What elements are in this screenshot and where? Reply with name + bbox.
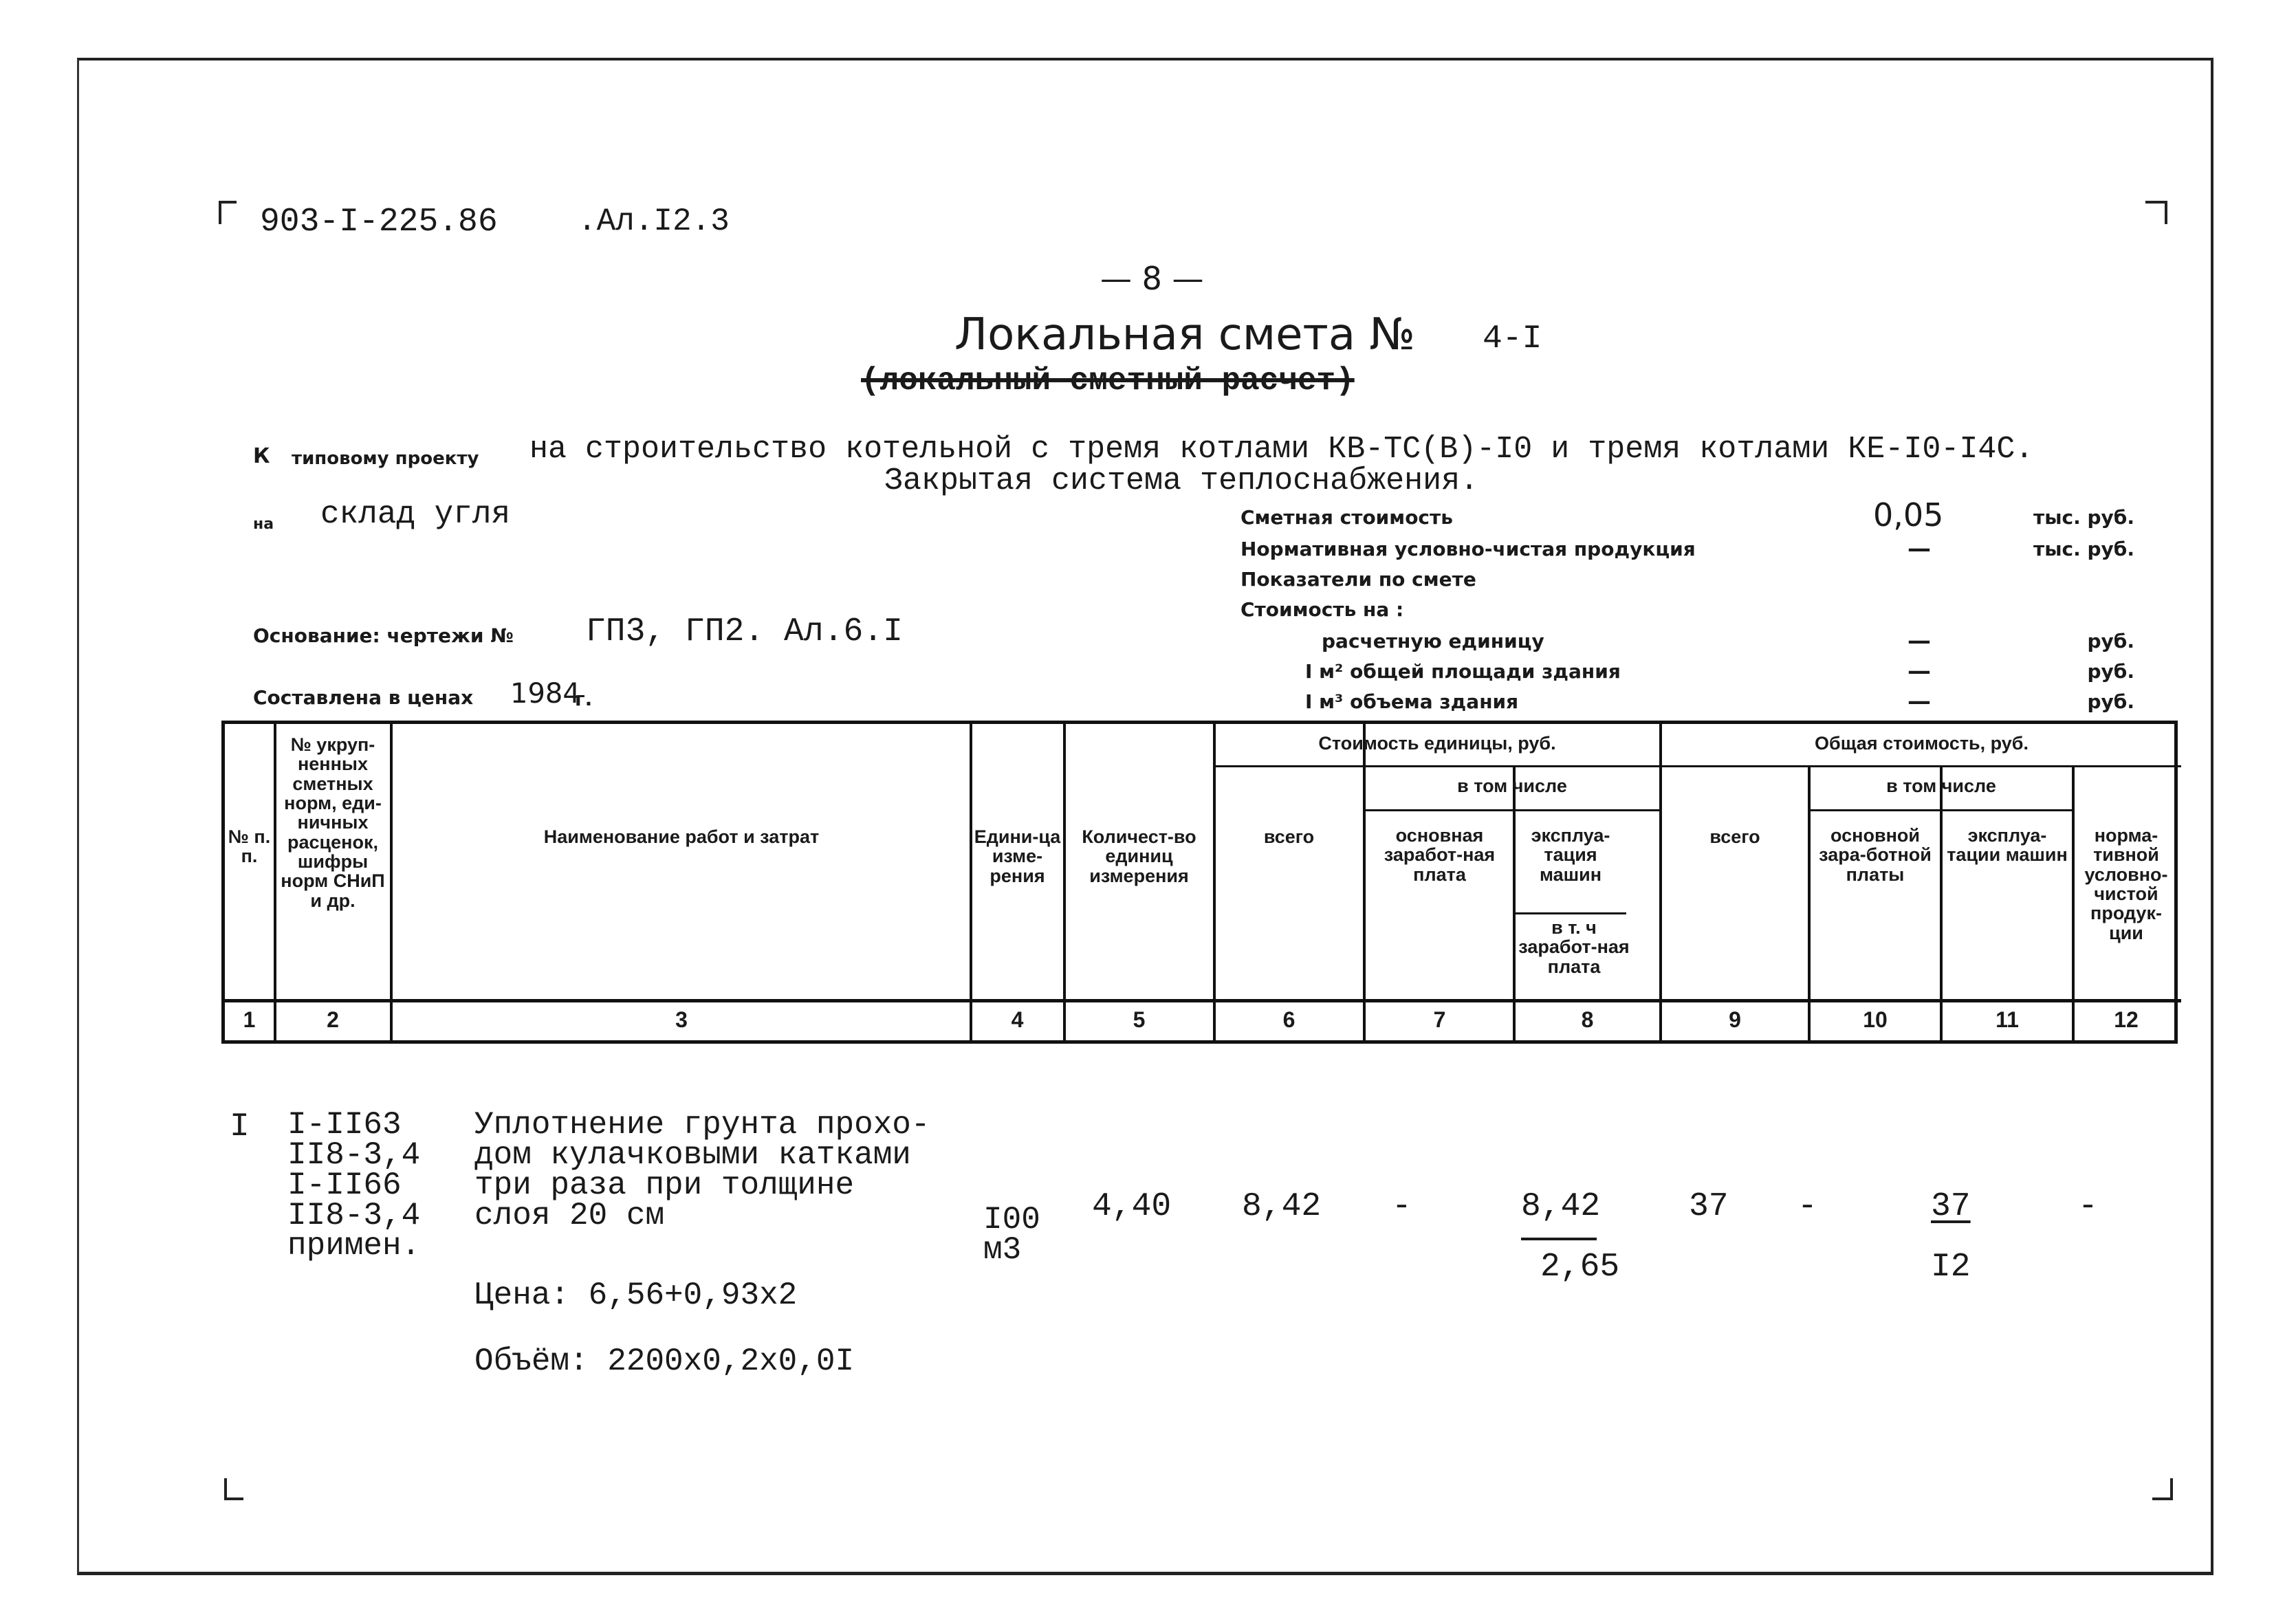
header-unit-wage: основная заработ-ная плата bbox=[1384, 825, 1496, 885]
project-title-line1: на строительство котельной с тремя котлами КВ-ТС(В)-I0 и тремя котлами КЕ-I0-I4С. bbox=[529, 432, 2034, 467]
row-unit-wage: - bbox=[1392, 1188, 1412, 1225]
summary-label: расчетную единицу bbox=[1322, 630, 1544, 652]
column-number-10: 10 bbox=[1863, 1007, 1888, 1032]
row-name-line: дом кулачковыми катками bbox=[474, 1137, 911, 1173]
header-total-machines: эксплуа-тации машин bbox=[1947, 825, 2068, 866]
estimate-title: Локальная смета № bbox=[954, 309, 1415, 360]
column-number-2: 2 bbox=[327, 1007, 339, 1032]
corner-mark-bottom-left bbox=[224, 1478, 248, 1502]
summary-label: Показатели по смете bbox=[1240, 568, 1476, 591]
prices-suffix: г. bbox=[575, 688, 593, 710]
row-total-machines: 37 bbox=[1931, 1188, 1971, 1225]
row-total-machines-wage: I2 bbox=[1931, 1249, 1971, 1286]
header-work-name: Наименование работ и затрат bbox=[543, 826, 820, 847]
header-total-incl: в том числе bbox=[1886, 776, 1996, 796]
prices-label: Составлена в ценах bbox=[253, 686, 474, 709]
basis-label: Основание: чертежи № bbox=[253, 624, 514, 647]
fraction-line bbox=[1521, 1238, 1597, 1240]
row-number: I bbox=[230, 1108, 250, 1145]
header-unit-all: всего bbox=[1263, 826, 1315, 847]
row-code: II8-3,4 bbox=[287, 1137, 421, 1173]
column-number-1: 1 bbox=[243, 1007, 256, 1032]
page-number: — 8 — bbox=[1100, 260, 1204, 297]
summary-label: I м³ объема здания bbox=[1305, 690, 1519, 713]
header-total-wage: основной зара-ботной платы bbox=[1819, 825, 1932, 885]
row-name-line: слоя 20 см bbox=[474, 1198, 665, 1233]
subtitle-struck: (локальный сметный расчет) bbox=[861, 363, 1355, 399]
row-total-wage: - bbox=[1797, 1188, 1817, 1225]
header-unit: Едини-ца изме-рения bbox=[974, 826, 1061, 886]
summary-unit: тыс. руб. bbox=[2033, 538, 2134, 560]
row-code: II8-3,4 bbox=[287, 1198, 421, 1233]
summary-unit: руб. bbox=[2087, 660, 2134, 683]
column-number-8: 8 bbox=[1581, 1007, 1594, 1032]
header-unit-machines-wage: в т. ч заработ-ная плата bbox=[1518, 917, 1630, 977]
summary-label: Стоимость на : bbox=[1240, 598, 1404, 621]
header-norm-codes: № укруп-ненных сметных норм, еди-ничных расценок, шифры норм СНиП и др. bbox=[281, 734, 385, 911]
summary-unit: руб. bbox=[2087, 630, 2134, 652]
row-volume: Объём: 2200x0,2x0,0I bbox=[474, 1343, 855, 1379]
object-prefix: на bbox=[253, 516, 274, 533]
basis-value: ГП3, ГП2. Ал.6.I bbox=[586, 613, 903, 650]
row-unit-line: I00 bbox=[983, 1202, 1040, 1238]
column-number-7: 7 bbox=[1433, 1007, 1446, 1032]
summary-value: — bbox=[1907, 688, 1931, 715]
row-price: Цена: 6,56+0,93x2 bbox=[474, 1277, 798, 1313]
row-name-line: три раза при толщине bbox=[474, 1167, 855, 1203]
corner-mark-bottom-right bbox=[2150, 1478, 2173, 1502]
summary-value: — bbox=[1907, 535, 1931, 562]
summary-value: 0,05 bbox=[1873, 496, 1944, 534]
header-quantity: Количест-во единиц измерения bbox=[1082, 826, 1196, 886]
header-total-all: всего bbox=[1709, 826, 1760, 847]
prices-year: 1984 bbox=[510, 678, 580, 710]
summary-label: Нормативная условно-чистая продукция bbox=[1240, 538, 1696, 560]
header-unit-incl: в том числе bbox=[1457, 776, 1567, 796]
column-number-3: 3 bbox=[675, 1007, 688, 1032]
header-total-cost: Общая стоимость, руб. bbox=[1815, 733, 2029, 754]
row-unit-machines-wage: 2,65 bbox=[1540, 1249, 1620, 1286]
document-code: 903-I-225.86 bbox=[260, 204, 498, 241]
header-total-norm: норма-тивной условно-чистой продук-ции bbox=[2084, 825, 2168, 943]
summary-value: — bbox=[1907, 627, 1931, 655]
row-code: примен. bbox=[287, 1228, 421, 1264]
row-work-name bbox=[474, 1107, 930, 1233]
header-unit-machines: эксплуа-тация машин bbox=[1531, 825, 1610, 885]
project-prefix: К bbox=[253, 444, 270, 468]
column-number-9: 9 bbox=[1729, 1007, 1741, 1032]
column-number-11: 11 bbox=[1996, 1007, 2019, 1032]
row-norm-codes bbox=[287, 1107, 421, 1264]
corner-mark-top-right bbox=[2145, 201, 2169, 224]
estimate-number: 4-I bbox=[1483, 320, 1542, 358]
summary-unit: тыс. руб. bbox=[2033, 506, 2134, 529]
header-row-number: № п. п. bbox=[228, 826, 271, 867]
summary-label: I м² общей площади здания bbox=[1305, 660, 1621, 683]
column-number-4: 4 bbox=[1011, 1007, 1024, 1032]
project-title-line2: Закрытая система теплоснабжения. bbox=[884, 463, 1479, 498]
row-total: 37 bbox=[1689, 1188, 1729, 1225]
row-code: I-II63 bbox=[287, 1107, 402, 1143]
column-number-5: 5 bbox=[1133, 1007, 1146, 1032]
project-prefix-small: типовому проекту bbox=[292, 448, 479, 469]
column-number-12: 12 bbox=[2114, 1007, 2139, 1032]
album-number: .Ал.I2.3 bbox=[578, 204, 730, 239]
summary-value: — bbox=[1907, 657, 1931, 685]
row-unit bbox=[983, 1202, 1040, 1268]
header-unit-cost: Стоимость единицы, руб. bbox=[1318, 733, 1556, 754]
object-name: склад угля bbox=[320, 496, 511, 532]
estimate-table-header bbox=[221, 721, 2178, 1044]
row-total-norm: - bbox=[2078, 1188, 2098, 1225]
column-number-6: 6 bbox=[1282, 1007, 1295, 1032]
row-quantity: 4,40 bbox=[1092, 1188, 1172, 1225]
row-unit-total: 8,42 bbox=[1242, 1188, 1322, 1225]
row-unit-line: м3 bbox=[983, 1232, 1022, 1268]
summary-label: Сметная стоимость bbox=[1240, 506, 1453, 529]
summary-unit: руб. bbox=[2087, 690, 2134, 713]
row-name-line: Уплотнение грунта прохо- bbox=[474, 1107, 930, 1143]
row-code: I-II66 bbox=[287, 1167, 402, 1203]
row-unit-machines: 8,42 bbox=[1521, 1188, 1601, 1225]
corner-mark-top-left bbox=[219, 201, 242, 224]
